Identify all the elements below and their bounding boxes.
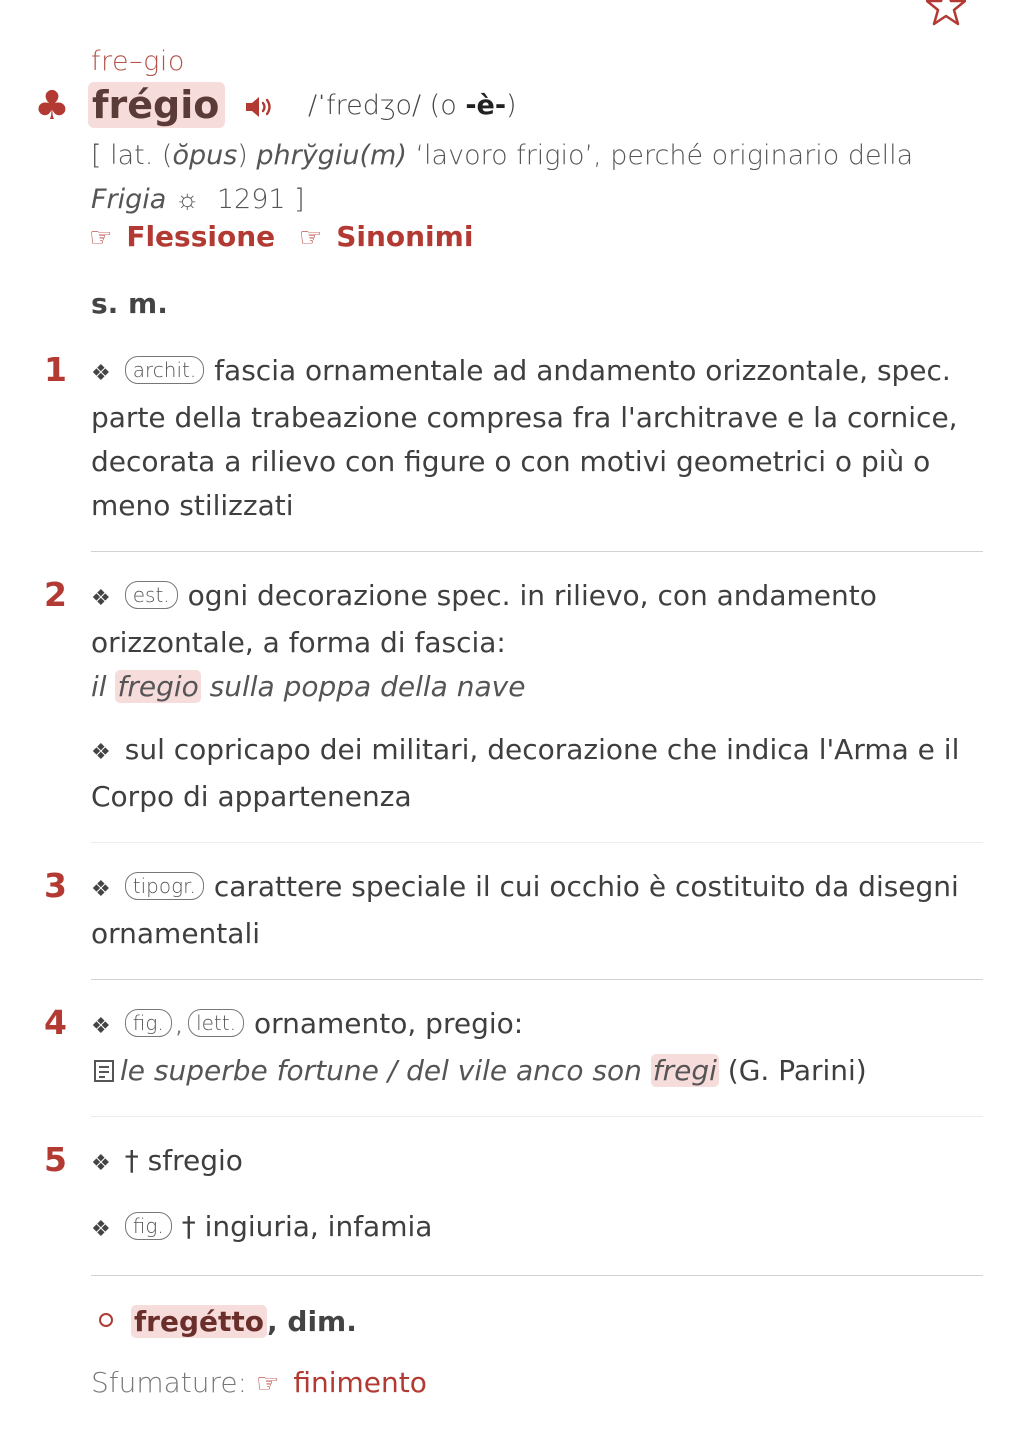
pronunciation-alt-prefix: (o bbox=[429, 90, 457, 121]
diamond-icon: ❖ bbox=[91, 740, 111, 765]
sense-number: 2 bbox=[44, 575, 67, 614]
diamond-icon: ❖ bbox=[91, 1217, 111, 1242]
diamond-icon: ❖ bbox=[91, 877, 111, 902]
sun-icon: ☼ bbox=[174, 184, 200, 215]
link-flessione[interactable]: ☞ Flessione bbox=[89, 220, 276, 253]
pronunciation-alt-suffix: ) bbox=[506, 90, 517, 121]
usage-tag[interactable]: est. bbox=[125, 581, 178, 609]
usage-tag[interactable]: tipogr. bbox=[125, 872, 204, 900]
diamond-icon: ❖ bbox=[91, 361, 111, 386]
usage-tag[interactable]: lett. bbox=[188, 1009, 244, 1037]
diamond-icon: ❖ bbox=[91, 586, 111, 611]
sense-definition: ❖ † sfregio bbox=[91, 1144, 243, 1177]
derivative-word[interactable]: fregétto bbox=[131, 1305, 267, 1338]
sense-definition: ❖ archit. fascia ornamentale ad andamento orizzontale, spec. parte della trabeazione compresa fra l'architrave e la cornice, decorata a rilievo con figure o con motivi geometrici o più o meno stilizzati bbox=[91, 354, 958, 522]
sub-sense: ❖ sul copricapo dei militari, decorazione che indica l'Arma e il Corpo di appartenenza bbox=[91, 733, 960, 813]
usage-tag[interactable]: fig. bbox=[125, 1009, 172, 1037]
sense-number: 1 bbox=[44, 350, 67, 389]
pronunciation-ipa: /ˈfredʒo/ bbox=[308, 90, 422, 121]
quote: le superbe fortune / del vile anco son fregi (G. Parini) bbox=[91, 1054, 867, 1087]
derivative: fregétto , dim. bbox=[91, 1300, 357, 1344]
usage-tag[interactable]: fig. bbox=[125, 1212, 172, 1240]
divider bbox=[91, 551, 983, 552]
diamond-icon: ❖ bbox=[91, 1151, 111, 1176]
sense-number: 4 bbox=[44, 1003, 67, 1042]
pronunciation bbox=[308, 90, 517, 121]
sense-number: 3 bbox=[44, 866, 67, 905]
first-attestation-year: 1291 ] bbox=[216, 184, 305, 215]
bullet-circle-icon bbox=[99, 1313, 113, 1327]
pointing-hand-icon: ☞ bbox=[298, 223, 323, 253]
favorite-star-icon[interactable] bbox=[926, 0, 966, 26]
divider bbox=[91, 979, 983, 980]
link-sinonimi[interactable]: ☞ Sinonimi bbox=[298, 220, 474, 253]
link-finimento[interactable]: ☞ finimento bbox=[256, 1366, 427, 1399]
audio-speaker-icon[interactable] bbox=[244, 94, 274, 120]
headword: frégio bbox=[88, 82, 225, 128]
pointing-hand-icon: ☞ bbox=[89, 223, 113, 253]
nuances: Sfumature: ☞ finimento bbox=[91, 1366, 427, 1399]
pointing-hand-icon: ☞ bbox=[256, 1369, 280, 1399]
club-icon: ♣ bbox=[34, 83, 70, 129]
example: il fregio sulla poppa della nave bbox=[91, 670, 526, 703]
book-quote-icon bbox=[91, 1058, 117, 1084]
syllabification: fre–gio bbox=[91, 46, 185, 77]
sense-definition: ❖ tipogr. carattere speciale il cui occhio è costituito da disegni ornamentali bbox=[91, 870, 959, 950]
sub-sense: ❖ fig. † ingiuria, infamia bbox=[91, 1210, 433, 1243]
divider bbox=[91, 842, 983, 843]
divider bbox=[91, 1116, 983, 1117]
pronunciation-alt: -è- bbox=[465, 90, 507, 121]
divider bbox=[91, 1275, 983, 1276]
sense-definition: ❖ fig. , lett. ornamento, pregio: le superbe fortune / del vile anco son fregi (G. Parini) bbox=[91, 1007, 867, 1087]
diamond-icon: ❖ bbox=[91, 1014, 111, 1039]
entry-links bbox=[89, 220, 473, 253]
etymology: [ lat. (ŏpus) phrўgiu(m) ‘lavoro frigio’, perché originario della Frigia ☼ 1291 ] bbox=[91, 140, 914, 215]
grammar-label: s. m. bbox=[91, 287, 168, 320]
sense-definition: ❖ est. ogni decorazione spec. in rilievo, con andamento orizzontale, a forma di fascia: il fregio sulla poppa della nave bbox=[91, 579, 877, 703]
usage-tag[interactable]: archit. bbox=[125, 356, 204, 384]
sense-number: 5 bbox=[44, 1140, 67, 1179]
